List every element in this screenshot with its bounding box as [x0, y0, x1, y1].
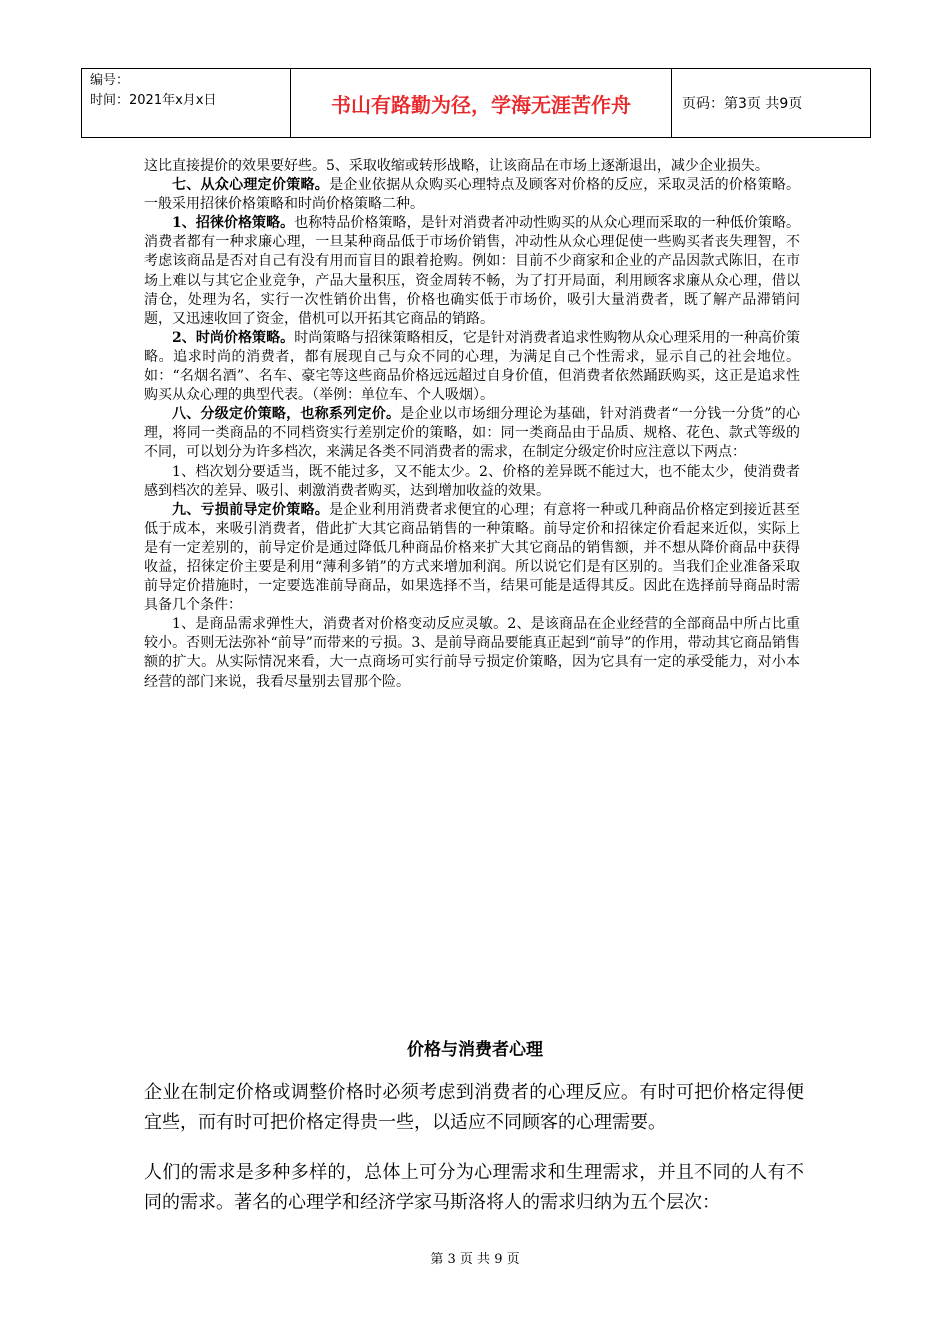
- large-paragraph-text: 企业在制定价格或调整价格时必须考虑到消费者的心理反应。有时可把价格定得便宜些，而有时可把价格定得贵一些，以适应不同顾客的心理需要。: [144, 1082, 804, 1133]
- paragraph-text: 是企业依据从众购买心理特点及顾客对价格的反应，采取灵活的价格策略。一般采用招徕价格策略和时尚价格策略二种。: [144, 177, 801, 213]
- header-meta: [82, 69, 291, 138]
- paragraph-text: 1、是商品需求弹性大，消费者对价格变动反应灵敏。2、是该商品在企业经营的全部商品中所占比重较小。否则无法弥补“前导”而带来的亏损。3、是前导商品要能真正起到“前导”的作用，带动其它商品销售额的扩大。从实际情况来看，大一点商场可实行前导亏损定价策略，因为它具有一定的承受能力，对小本经营的部门来说，我看尽量别去冒那个险。: [144, 616, 800, 690]
- large-paragraph: [144, 1078, 804, 1138]
- paragraph-lead: 九、亏损前导定价策略。: [172, 501, 330, 518]
- paragraph-lead: 七、从众心理定价策略。: [172, 177, 330, 194]
- date-label: 时间：2021年x月x日: [90, 93, 217, 108]
- paragraph: [144, 405, 800, 462]
- page-footer: 第 3 页 共 9 页: [430, 1252, 520, 1267]
- number-label: 编号：: [90, 73, 130, 88]
- paragraph-text: 是企业以市场细分理论为基础，针对消费者“一分钱一分货”的心理，将同一类商品的不同档资实行差别定价的策略，如：同一类商品由于品质、规格、花色、款式等级的不同，可以划分为许多档次，来满足各类不同消费者的需求，在制定分级定价时应注意以下两点：: [144, 406, 800, 461]
- paragraph: [144, 615, 800, 691]
- paragraph-text: 时尚策略与招徕策略相反，它是针对消费者追求性购物从众心理采用的一种高价策略。追求时尚的消费者，都有展现自己与众不同的心理，为满足自己个性需求，显示自己的社会地位。如：“名烟名酒”、名车、豪宅等这些商品价格远远超过自身价值，但消费者依然踊跃购买，这正是追求性购买从众心理的典型代表。（举例：单位车、个人吸烟）。: [144, 329, 800, 404]
- paragraph-text: 1、档次划分要适当，既不能过多，又不能太少。2、价格的差异既不能过大，也不能太少，使消费者感到档次的差异、吸引、刺激消费者购买，达到增加收益的效果。: [144, 463, 800, 499]
- paragraph: [144, 329, 800, 405]
- large-paragraph: [144, 1158, 804, 1218]
- paragraph-lead: 1、招徕价格策略。: [172, 215, 295, 232]
- paragraph: [144, 176, 800, 214]
- paragraph-text: 也称特品价格策略，是针对消费者冲动性购买的从众心理而采取的一种低价策略。消费者都有一种求廉心理，一旦某种商品低于市场价销售，冲动性从众心理促使一些购买者丧失理智，不考虑该商品是否对自己有没有用而盲目的跟着抢购。例如：目前不少商家和企业的产品因款式陈旧，在市场上难以与其它企业竞争，产品大量积压，资金周转不畅，为了打开局面，利用顾客求廉从众心理，借以清仓，处理为名，实行一次性销价出售，价格也确实低于市场价，吸引大量消费者，既了解产品滞销问题，又迅速收回了资金，借机可以开拓其它商品的销路。: [144, 215, 800, 327]
- paragraph: [144, 157, 800, 176]
- page-header: [81, 68, 871, 138]
- large-paragraph-text: 人们的需求是多种多样的，总体上可分为心理需求和生理需求，并且不同的人有不同的需求。著名的心理学和经济学家马斯洛将人的需求归纳为五个层次：: [144, 1162, 804, 1213]
- paragraph-lead: 2、时尚价格策略。: [172, 329, 295, 346]
- paragraph-text: 这比直接提价的效果要好些。5、采取收缩或转形战略，让该商品在市场上逐渐退出，减少企业损失。: [144, 158, 769, 174]
- paragraph-lead: 八、分级定价策略，也称系列定价。: [172, 406, 401, 423]
- header-motto: 书山有路勤为径，学海无涯苦作舟: [291, 69, 672, 138]
- paragraph: [144, 463, 800, 501]
- body-text: [144, 157, 800, 692]
- section-title: 价格与消费者心理: [407, 1040, 543, 1060]
- header-page-label: 页码：第3页 共9页: [672, 69, 871, 138]
- paragraph-text: 是企业利用消费者求便宜的心理；有意将一种或几种商品价格定到接近甚至低于成本，来吸引消费者，借此扩大其它商品销售的一种策略。前导定价和招徕定价看起来近似，实际上是有一定差别的，前导定价是通过降低几种商品价格来扩大其它商品的销售额，并不想从降价商品中获得收益，招徕定价主要是利用“薄利多销”的方式来增加利润。所以说它们是有区别的。当我们企业准备采取前导定价措施时，一定要选准前导商品，如果选择不当，结果可能是适得其反。因此在选择前导商品时需具备几个条件：: [144, 501, 801, 614]
- paragraph: [144, 214, 800, 329]
- paragraph: [144, 501, 800, 616]
